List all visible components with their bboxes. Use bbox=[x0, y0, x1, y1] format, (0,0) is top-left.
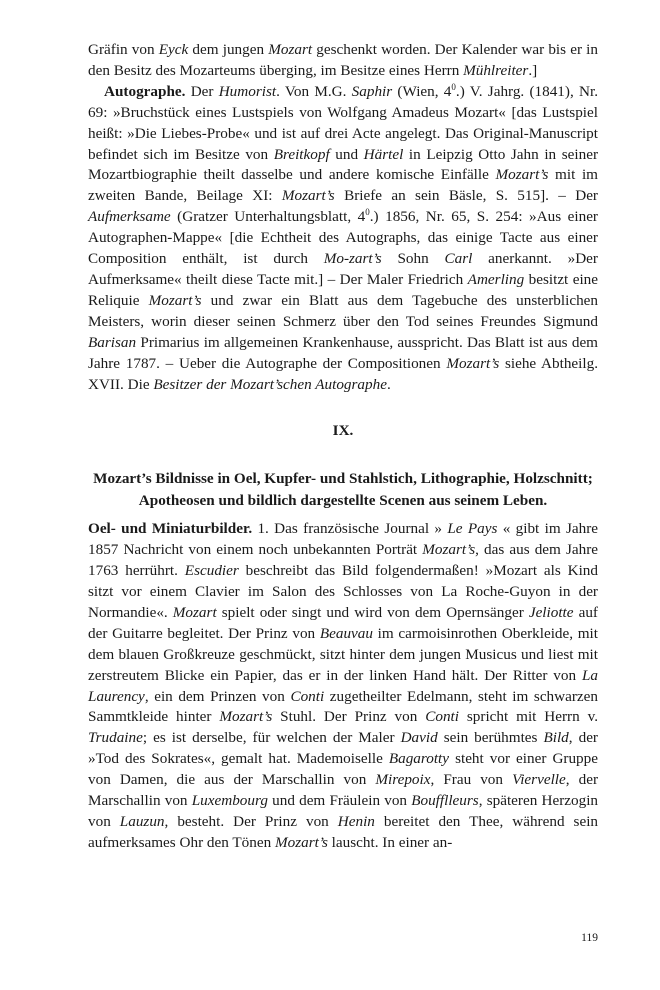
text-run: (Wien, 4 bbox=[392, 82, 452, 100]
italic-run: Humorist bbox=[218, 82, 277, 100]
italic-run: Mozart’s bbox=[422, 541, 476, 559]
text-run: , der Marschallin von bbox=[88, 771, 598, 810]
text-run: siehe Abtheilg. XVII. Die bbox=[88, 354, 598, 393]
text-run: , der »Tod des Sokrates«, gemalt hat. Mademoiselle bbox=[88, 729, 598, 768]
superscript-run: 0 bbox=[451, 81, 456, 92]
text-run: spielt oder singt und wird von dem Opernsänger bbox=[216, 603, 529, 621]
text-run: (Gratzer Unterhaltungsblatt, 4 bbox=[170, 208, 366, 226]
text-run: besitzt eine Reliquie bbox=[88, 270, 598, 309]
italic-run: Mozart bbox=[268, 41, 313, 58]
italic-run: Conti bbox=[425, 708, 459, 726]
document-page bbox=[88, 40, 598, 854]
text-run: sein berühmtes bbox=[437, 729, 544, 747]
italic-run: Mozart’s bbox=[281, 187, 335, 205]
text-run: 1. Das französische Journal » bbox=[252, 520, 448, 538]
italic-run: Mirepoix bbox=[375, 771, 431, 789]
italic-run: Aufmerksame bbox=[88, 208, 171, 226]
text-run: spricht mit Herrn v. bbox=[459, 708, 598, 726]
italic-run: Beauvau bbox=[319, 624, 373, 642]
text-run: und dem Fräulein von bbox=[267, 792, 412, 810]
text-run: .) V. Jahrg. (1841), Nr. 69: »Bruchstück eines Lustspiels von Wolfgang Amadeus Mozart« [das Lustspiel heißt: »Die Liebes-Probe« und ist auf drei Acte angelegt. Das Original-Manuscript befindet sich im Besitze von bbox=[88, 82, 598, 163]
text-run: . bbox=[386, 375, 391, 393]
paragraph-autographe bbox=[88, 82, 598, 396]
italic-run: Le Pays bbox=[447, 520, 498, 538]
text-run: anerkannt. »Der Aufmerksame« theilt diese Tacte mit.] – Der Maler Friedrich bbox=[88, 250, 598, 288]
text-run: dem jungen bbox=[188, 41, 269, 58]
italic-run: Härtel bbox=[363, 145, 404, 163]
italic-run: Henin bbox=[337, 813, 375, 830]
italic-run: Carl bbox=[444, 250, 473, 268]
italic-run: Mühlreiter bbox=[463, 61, 529, 79]
paragraph-continuation bbox=[88, 40, 598, 82]
text-run: und zwar ein Blatt aus dem Tagebuche des unsterblichen Meisters, worin dieser seinen Schmerz über den Tod seines Freundes Sigmund bbox=[88, 291, 599, 330]
text-run: auf der Guitarre begleitet. Der Prinz von bbox=[88, 603, 598, 642]
text-run: , ein dem Prinzen von bbox=[144, 687, 291, 705]
text-run: lauscht. In einer an- bbox=[327, 833, 453, 851]
italic-run: La Laurency bbox=[88, 666, 598, 705]
italic-run: Mozart bbox=[172, 603, 217, 621]
text-run: , Frau von bbox=[430, 771, 513, 789]
italic-run: Amerling bbox=[467, 270, 525, 288]
italic-run: Bagarotty bbox=[388, 750, 450, 768]
section-number: IX. bbox=[332, 422, 354, 440]
bold-run: Autographe. bbox=[104, 82, 186, 100]
italic-run: Mozart’s bbox=[495, 166, 549, 184]
bold-run: Oel- und Miniaturbilder. bbox=[88, 520, 253, 538]
text-run: zugetheilter Edelmann, steht im schwarzen Sammtkleide hinter bbox=[88, 687, 598, 726]
text-run: , späteren Herzogin von bbox=[88, 792, 599, 830]
text-run: , das aus dem Jahre 1763 herrührt. bbox=[88, 541, 598, 580]
text-run: .) 1856, Nr. 65, S. 254: »Aus einer Autographen-Mappe« [die Echtheit des Autographs, das einige Tacte aus einer Composition enthält, ist durch bbox=[88, 208, 598, 268]
text-run: Gräfin von bbox=[88, 41, 159, 58]
italic-run: Lauzun bbox=[119, 813, 165, 830]
section-title: Mozart’s Bildnisse in Oel, Kupfer- und Stahlstich, Lithographie, Holzschnitt; Apotheosen und bildlich dargestellte Scenen aus seinem Leben. bbox=[93, 470, 593, 509]
italic-run: Mozart’s bbox=[446, 354, 500, 372]
text-run: bereitet den Thee, während sein aufmerksames Ohr den Tönen bbox=[88, 813, 599, 851]
italic-run: Escudier bbox=[184, 562, 239, 580]
text-run: Briefe an sein Bäsle, S. 515]. – Der bbox=[334, 187, 598, 205]
italic-run: Saphir bbox=[351, 82, 393, 100]
italic-run: Barisan bbox=[88, 333, 137, 351]
italic-run: Trudaine bbox=[88, 729, 143, 747]
italic-run: Jeliotte bbox=[528, 603, 574, 621]
italic-run: Mo-zart’s bbox=[323, 250, 382, 268]
text-run: geschenkt worden. Der Kalender war bis er in den Besitz des Mozarteums überging, im Besitze eines Herrn bbox=[88, 41, 598, 79]
italic-run: Bild bbox=[543, 729, 569, 747]
italic-run: David bbox=[400, 729, 438, 747]
italic-run: Eyck bbox=[158, 41, 189, 58]
text-run: Sohn bbox=[381, 250, 445, 268]
text-run: ; es ist derselbe, für welchen der Maler bbox=[142, 729, 401, 747]
text-run: Der bbox=[185, 82, 219, 100]
text-run: im carmoisinrothen Oberkleide, mit dem blauen Großkreuze geschmückt, sitzt hinter dem jungen Musicus und liest mit zerstreutem Blicke ein Papier, das er in der linken Hand hält. Der Ritter von bbox=[88, 624, 598, 684]
text-run: .] bbox=[528, 61, 538, 79]
italic-run: Breitkopf bbox=[273, 145, 330, 163]
text-run: und bbox=[329, 145, 364, 163]
text-run: beschreibt das Bild folgendermaßen! »Mozart als Kind sitzt vor einem Clavier im Salon des Schlosses von La Roche-Guyon in der Normandie«. bbox=[88, 562, 598, 621]
text-run: « gibt im Jahre 1857 Nachricht von einem noch unbekannten Porträt bbox=[88, 520, 599, 559]
text-run: steht vor einer Gruppe von Damen, die aus der Marschallin von bbox=[88, 750, 598, 789]
paragraph-oel-miniaturbilder bbox=[88, 519, 598, 854]
superscript-run: 0 bbox=[365, 207, 370, 218]
italic-run: Mozart’s bbox=[219, 708, 273, 726]
text-run: mit im zweiten Bande, Beilage XI: bbox=[88, 166, 598, 205]
page-number: 119 bbox=[581, 932, 598, 944]
italic-run: Viervelle bbox=[512, 771, 566, 789]
italic-run: Mozart’s bbox=[148, 291, 202, 309]
text-run: in Leipzig Otto Jahn in seiner Mozartbiographie theilt dasselbe und andere komische Einfälle bbox=[88, 145, 598, 184]
text-run: . Von M.G. bbox=[276, 82, 352, 100]
text-run: Primarius im allgemeinen Krankenhause, ausspricht. Das Blatt ist aus dem Jahre 1787. – Ueber die Autographe der Compositionen bbox=[88, 333, 598, 372]
text-run: , besteht. Der Prinz von bbox=[164, 813, 338, 830]
italic-run: Boufflleurs bbox=[411, 792, 479, 810]
italic-run: Besitzer der Mozart’schen Autographe bbox=[153, 375, 387, 393]
text-run: Stuhl. Der Prinz von bbox=[272, 708, 426, 726]
italic-run: Luxembourg bbox=[191, 792, 268, 810]
italic-run: Mozart’s bbox=[274, 833, 328, 851]
italic-run: Conti bbox=[290, 687, 325, 705]
